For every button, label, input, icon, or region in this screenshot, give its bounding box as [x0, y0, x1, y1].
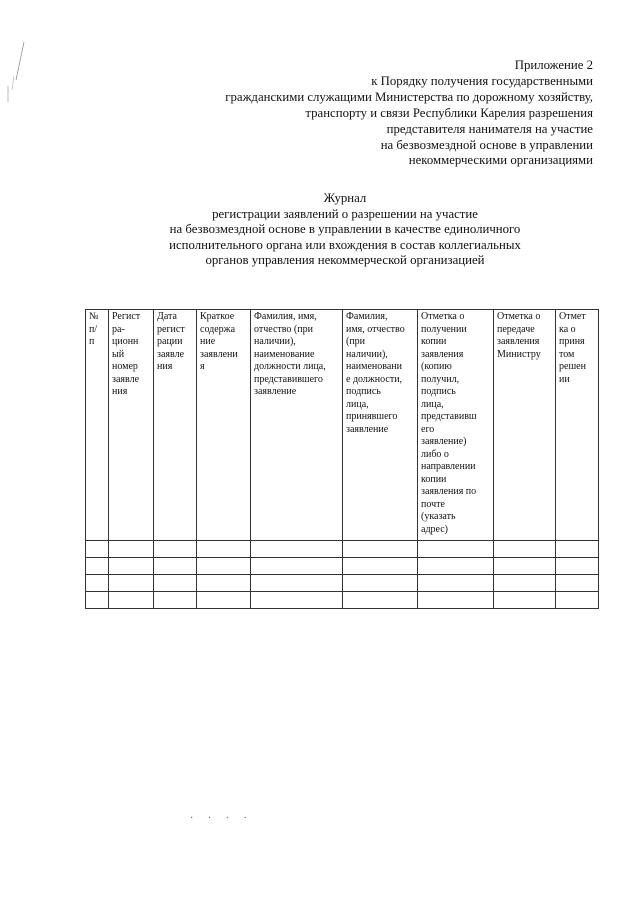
scan-specks: · · · ·	[190, 813, 253, 824]
table-cell	[197, 592, 251, 609]
column-header-line: должности лица,	[254, 361, 326, 372]
column-header-line: ый	[112, 348, 125, 360]
table-cell	[343, 558, 418, 575]
column-header-line: почте	[421, 498, 445, 510]
column-header-line: передаче	[497, 323, 535, 335]
column-header-line: наличии),	[254, 336, 296, 347]
column-header	[418, 310, 494, 541]
table-row	[86, 575, 599, 592]
table-cell	[109, 592, 154, 609]
column-header-line: (указать	[421, 511, 456, 522]
column-header-line: №	[89, 311, 99, 322]
title-line: на безвозмездной основе в управлении в качестве единоличного	[169, 222, 521, 236]
column-header-line: Дата	[157, 311, 177, 322]
column-header	[494, 310, 556, 541]
column-header-line: номер	[112, 361, 138, 372]
table-cell	[86, 592, 109, 609]
table-row	[86, 541, 599, 558]
scan-artifact-mark	[4, 40, 26, 110]
column-header-line: подпись	[346, 386, 381, 397]
column-header-line: получении	[421, 323, 467, 335]
table-cell	[251, 592, 343, 609]
table-cell	[343, 575, 418, 592]
column-header-line: е должности,	[346, 373, 403, 385]
column-header-line: ка о	[559, 323, 576, 335]
table-cell	[494, 541, 556, 558]
column-header-line: наличии),	[346, 348, 388, 360]
column-header-line: Министру	[497, 348, 541, 360]
title-line: органов управления некоммерческой организацией	[205, 253, 485, 267]
column-header-line: п/	[89, 323, 98, 335]
column-header-line: рации	[157, 336, 183, 347]
column-header-line: наименование	[254, 348, 315, 360]
column-header-line: его	[421, 423, 435, 435]
column-header	[343, 310, 418, 541]
table-cell	[109, 558, 154, 575]
column-header-line: лица,	[346, 398, 369, 410]
table-cell	[86, 575, 109, 592]
table-cell	[494, 575, 556, 592]
appendix-header	[193, 58, 593, 169]
column-header-line: ционн	[112, 336, 139, 347]
table-cell	[418, 541, 494, 558]
table-cell	[251, 558, 343, 575]
column-header-line: направлении	[421, 461, 476, 472]
column-header-line: подпись	[421, 386, 456, 397]
table-cell	[109, 575, 154, 592]
table-cell	[154, 558, 197, 575]
column-header	[86, 310, 109, 541]
appendix-line: некоммерческими организациями	[408, 153, 593, 168]
table-cell	[556, 541, 599, 558]
column-header-line: заявления	[497, 336, 540, 347]
column-header-line: регист	[157, 323, 185, 335]
column-header-line: заявление	[254, 386, 297, 397]
column-header	[556, 310, 599, 541]
appendix-line: к Порядку получения государственными	[371, 73, 593, 88]
appendix-line: гражданскими служащими Министерства по дорожному хозяйству,	[225, 89, 593, 104]
column-header-line: заявления	[421, 348, 464, 360]
column-header-line: ра-	[112, 323, 125, 335]
column-header-line: лица,	[421, 398, 444, 410]
column-header	[109, 310, 154, 541]
table-header-row	[86, 310, 599, 541]
column-header-line: Фамилия,	[346, 311, 388, 322]
column-header-line: заявления по	[421, 486, 477, 497]
table-row	[86, 592, 599, 609]
column-header-line: представившего	[254, 373, 323, 385]
column-header-line: (копию	[421, 361, 452, 372]
table-cell	[343, 541, 418, 558]
column-header	[251, 310, 343, 541]
table-cell	[494, 592, 556, 609]
column-header-line: ния	[112, 386, 128, 397]
column-header-line: решен	[559, 361, 586, 372]
table-cell	[343, 592, 418, 609]
table-cell	[556, 592, 599, 609]
column-header	[154, 310, 197, 541]
column-header-line: Регист	[112, 311, 141, 322]
table-cell	[418, 558, 494, 575]
table-cell	[197, 575, 251, 592]
column-header-line: том	[559, 348, 575, 360]
appendix-line: транспорту и связи Республики Карелия разрешения	[305, 105, 593, 120]
appendix-line: представителя нанимателя на участие	[386, 121, 593, 136]
table-cell	[494, 558, 556, 575]
table-cell	[556, 575, 599, 592]
column-header-line: (при	[346, 336, 366, 347]
table-cell	[418, 592, 494, 609]
column-header-line: копии	[421, 336, 447, 347]
column-header-line: ния	[157, 361, 173, 372]
column-header-line: отчество (при	[254, 323, 313, 335]
column-header-line: адрес)	[421, 523, 448, 535]
column-header-line: заявле	[112, 373, 140, 385]
column-header-line: ии	[559, 373, 570, 385]
table-cell	[251, 575, 343, 592]
table-cell	[154, 575, 197, 592]
column-header-line: представивш	[421, 411, 477, 422]
column-header-line: Фамилия, имя,	[254, 311, 317, 322]
column-header-line: я	[200, 361, 205, 372]
column-header-line: п	[89, 336, 95, 347]
column-header-line: приня	[559, 336, 585, 347]
journal-table	[85, 309, 599, 609]
table-cell	[109, 541, 154, 558]
column-header-line: Отметка о	[421, 311, 465, 322]
journal-body	[86, 310, 599, 609]
column-header-line: заявление)	[421, 436, 467, 447]
table-cell	[556, 558, 599, 575]
table-cell	[197, 541, 251, 558]
column-header-line: копии	[421, 473, 447, 485]
journal-title	[150, 191, 540, 269]
table-cell	[154, 592, 197, 609]
table-row	[86, 558, 599, 575]
column-header-line: имя, отчество	[346, 323, 405, 335]
column-header-line: наименовани	[346, 361, 402, 372]
table-cell	[86, 558, 109, 575]
table-cell	[418, 575, 494, 592]
column-header-line: заявление	[346, 423, 389, 435]
column-header-line: Краткое	[200, 311, 235, 322]
title-line: регистрации заявлений о разрешении на участие	[212, 206, 478, 221]
title-line: Журнал	[323, 191, 367, 205]
column-header-line: получил,	[421, 373, 460, 385]
table-cell	[251, 541, 343, 558]
column-header-line: Отмет	[559, 311, 586, 322]
appendix-line: Приложение 2	[514, 58, 593, 72]
title-line: исполнительного органа или вхождения в состав коллегиальных	[169, 237, 521, 252]
column-header-line: заявлени	[200, 348, 238, 360]
table-cell	[154, 541, 197, 558]
column-header-line: содержа	[200, 323, 236, 335]
column-header-line: ние	[200, 336, 216, 347]
column-header-line: Отметка о	[497, 311, 541, 322]
column-header-line: заявле	[157, 348, 185, 360]
column-header-line: либо о	[421, 448, 449, 460]
column-header-line: принявшего	[346, 411, 398, 422]
appendix-line: на безвозмездной основе в управлении	[380, 137, 593, 152]
table-cell	[86, 541, 109, 558]
table-cell	[197, 558, 251, 575]
column-header	[197, 310, 251, 541]
